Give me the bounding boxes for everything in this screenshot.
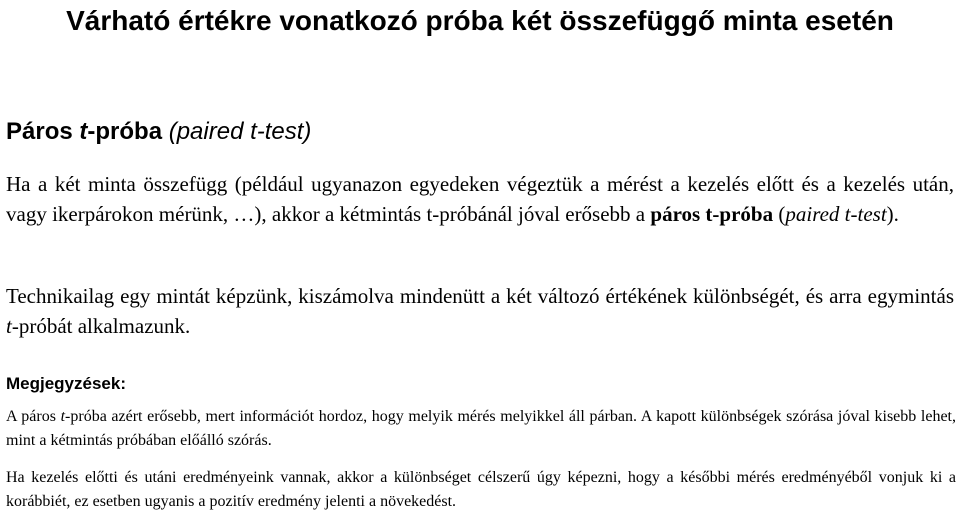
section-term-rest: -próba bbox=[87, 118, 169, 145]
intro-text-b: ( bbox=[773, 201, 786, 226]
note1-text-b: -próba azért erősebb, mert információt hordoz, hogy melyik mérés melyikkel áll párban. A kapott különbségek szórása jóval kisebb lehet, mint a kétmintás próbában előálló szórás. bbox=[6, 408, 957, 449]
paragraph-intro bbox=[6, 170, 954, 229]
technique-text-b: -próbát alkalmazunk. bbox=[11, 313, 191, 338]
section-alt: (paired t-test) bbox=[168, 118, 312, 145]
paragraph-technique bbox=[6, 282, 954, 341]
intro-text-a: Ha a két minta összefügg (például ugyanazon egyedeken végeztük a mérést a kezelés előtt és a kezelés után, vagy ikerpárokon mérünk, …), akkor a kétmintás t-próbánál jóval erősebb a bbox=[6, 172, 954, 226]
note1-t: t bbox=[60, 408, 66, 425]
section-term: Páros bbox=[6, 118, 80, 145]
section-heading bbox=[6, 116, 311, 148]
intro-text-c: ). bbox=[886, 201, 899, 226]
technique-t: t bbox=[6, 313, 12, 338]
note-2: Ha kezelés előtti és utáni eredményeink vannak, akkor a különbséget célszerű úgy képezni, hogy a későbbi mérés eredményéből vonjuk ki a korábbiét, ez esetben ugyanis a pozitív eredmény jelenti a növekedést. bbox=[6, 469, 956, 510]
intro-italic-term: paired t-test bbox=[785, 201, 887, 226]
page-title: Várható értékre vonatkozó próba két összefüggő minta esetén bbox=[66, 5, 894, 36]
note1-text-a: A páros bbox=[6, 408, 61, 425]
notes-heading: Megjegyzések: bbox=[6, 374, 126, 393]
technique-text-a: Technikailag egy mintát képzünk, kiszámolva mindenütt a két változó értékének különbségét, és arra egymintás bbox=[6, 284, 954, 308]
intro-bold-term: páros t-próba bbox=[650, 201, 774, 226]
section-term-t: t bbox=[79, 118, 88, 145]
note-1 bbox=[6, 405, 956, 453]
